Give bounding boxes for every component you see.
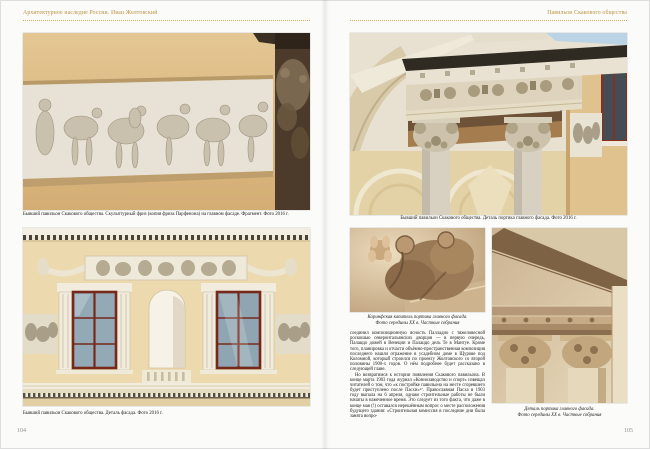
- page-gutter: [321, 0, 329, 449]
- photo-sepia-capital-art: [350, 228, 485, 312]
- body-text-column: [350, 331, 485, 419]
- right-page-number: 105: [624, 428, 633, 434]
- photo1-caption: Бывший павильон Скакового общества. Скульптурный фриз (копия фриза Парфенона) на главном фасаде. Фрагмент. Фото 2016 г.: [23, 212, 289, 217]
- photo4-caption: [350, 315, 485, 326]
- photo4-caption-line1: Коринфская капитель портика главного фасада.: [367, 315, 468, 320]
- left-header-rule: [23, 20, 310, 21]
- photo3-caption: Бывший павильон Скакового общества. Деталь портика главного фасада. Фото 2016 г.: [400, 216, 577, 221]
- photo-portico-columns-art: [350, 33, 627, 215]
- left-page-number: 104: [17, 428, 26, 434]
- photo-parthenon-frieze-art: [23, 33, 310, 210]
- photo-facade-windows: [23, 228, 310, 406]
- photo5-caption: [492, 407, 627, 418]
- photo5-caption-line1: Деталь портика главного фасада.: [524, 407, 595, 412]
- right-running-head: Павильон Скакового общества: [547, 10, 627, 16]
- photo2-caption: Бывший павильон Скакового общества. Деталь фасада. Фото 2016 г.: [23, 411, 163, 416]
- photo-sepia-portico: [492, 228, 627, 403]
- photo-facade-windows-art: [23, 228, 310, 406]
- right-header-rule: [350, 20, 627, 21]
- photo4-caption-line2: Фото середины XX в. Частные собрания: [375, 320, 460, 326]
- photo-parthenon-frieze: [23, 33, 310, 210]
- photo-portico-columns: [350, 33, 627, 215]
- photo-sepia-portico-art: [492, 228, 627, 403]
- photo5-caption-line2: Фото середины XX в. Частные собрания: [517, 412, 602, 418]
- body-paragraph-2: Но возвратимся к истории появления Скакового павильона. В конце марта 1903 года журнал «Коннозаводство и спорт» извещал читателей о том, что «к постройке павильона на месте сгоревшего будет приступлено после Пасхи»¹⁷. Православная Пасха в 1903 году выпала на 6 апреля, однако строительные работы не были начаты в намеченное время. Это следует из того факта, что даже в конце мая (!) оставался нерешённым вопрос о месте расположения будущего здания: «Строительная комиссия в последние дни была занята вопро-: [350, 372, 485, 419]
- photo-sepia-capital: [350, 228, 485, 312]
- body-paragraph-1: соединил композиционную ясность Палладио с тяжеловесной роскошью североитальянских дворцов — в первую очередь, Палаццо дожей в Венеции и Палаццо дель Те в Мантуе. Кроме того, планировка и отчасти объёмно-пространственная композиция последнего нашли отражение в усадебном доме в Щурове под Коломной, который строился по проекту Жолтовского со второй половины 1900-х годов. О нём подробнее будет рассказано в следующей главе.: [350, 331, 485, 373]
- left-running-head: Архитектурное наследие России. Иван Жолтовский: [23, 10, 158, 16]
